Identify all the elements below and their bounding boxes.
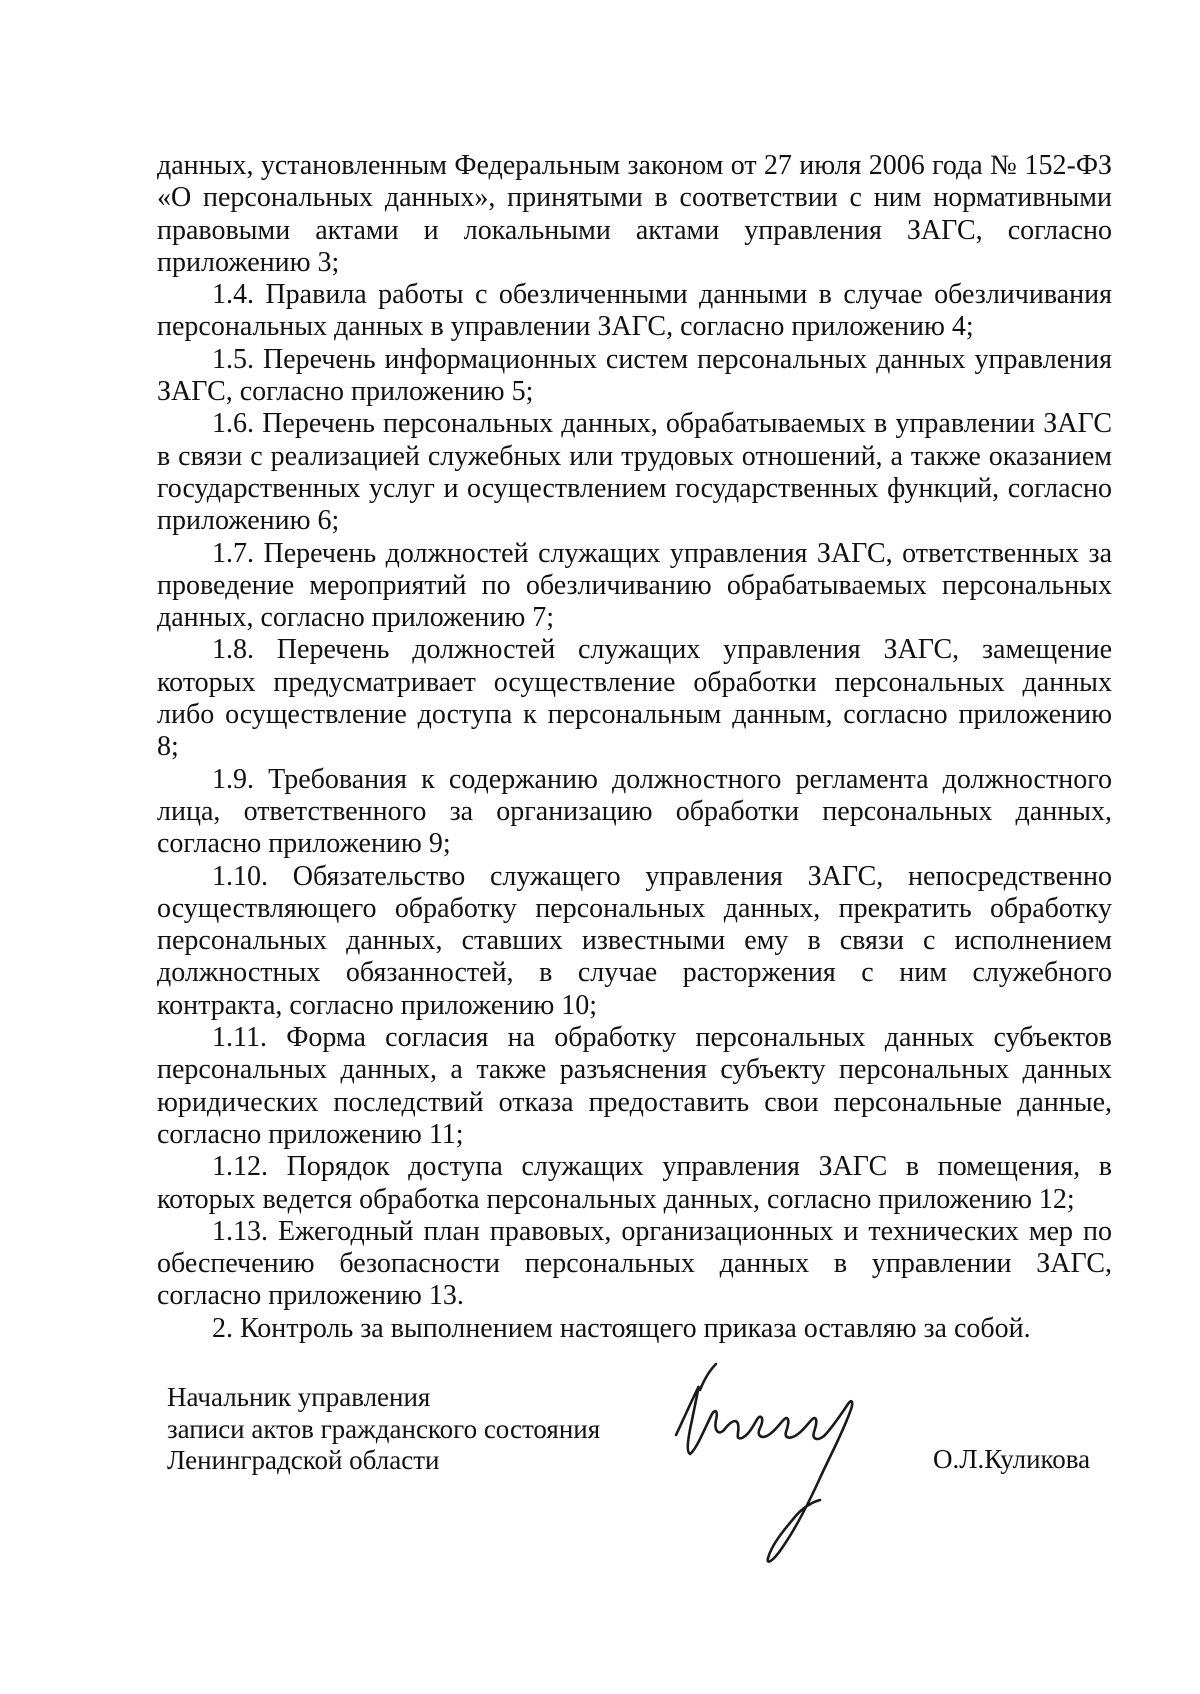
paragraph-intro-continuation: данных, установленным Федеральным законом от 27 июля 2006 года № 152-ФЗ «О персональных данных», принятыми в соответствии с ним нормативными правовыми актами и локальными актами управления ЗАГС, согласно приложению 3; bbox=[157, 150, 1112, 278]
signatory-title-line: Начальник управления bbox=[167, 1382, 431, 1412]
list-item-1-6: 1.6. Перечень персональных данных, обрабатываемых в управлении ЗАГС в связи с реализацией служебных или трудовых отношений, а также оказанием государственных услуг и осуществлением государственных функций, согласно приложению 6; bbox=[157, 408, 1112, 537]
list-item-1-9: 1.9. Требования к содержанию должностного регламента должностного лица, ответственного за организацию обработки персональных данных, согласно приложению 9; bbox=[157, 763, 1112, 860]
handwritten-signature bbox=[670, 1360, 880, 1570]
list-item-1-10: 1.10. Обязательство служащего управления ЗАГС, непосредственно осуществляющего обработку персональных данных, прекратить обработку персональных данных, ставших известными ему в связи с исполнением должностных обязанностей, в случае расторжения с ним служебного контракта, согласно приложению 10; bbox=[157, 860, 1112, 1021]
signatory-name: О.Л.Куликова bbox=[933, 1444, 1091, 1474]
list-item-1-12: 1.12. Порядок доступа служащих управления ЗАГС в помещения, в которых ведется обработка персональных данных, согласно приложению 12; bbox=[157, 1151, 1112, 1215]
list-item-2: 2. Контроль за выполнением настоящего приказа оставляю за собой. bbox=[212, 1312, 1031, 1344]
signatory-title-line: Ленинградской области bbox=[167, 1445, 440, 1475]
signatory-title-block bbox=[167, 1382, 600, 1477]
list-item-1-13: 1.13. Ежегодный план правовых, организационных и технических мер по обеспечению безопасности персональных данных в управлении ЗАГС, согласно приложению 13. bbox=[157, 1215, 1112, 1312]
list-item-1-4: 1.4. Правила работы с обезличенными данными в случае обезличивания персональных данных в управлении ЗАГС, согласно приложению 4; bbox=[157, 279, 1112, 343]
signatory-title-line: записи актов гражданского состояния bbox=[167, 1413, 601, 1444]
list-item-1-8: 1.8. Перечень должностей служащих управления ЗАГС, замещение которых предусматривает осуществление обработки персональных данных либо осуществление доступа к персональным данным, согласно приложению 8; bbox=[157, 634, 1112, 763]
list-item-1-5: 1.5. Перечень информационных систем персональных данных управления ЗАГС, согласно приложению 5; bbox=[157, 343, 1112, 408]
list-item-1-11: 1.11. Форма согласия на обработку персональных данных субъектов персональных данных, а также разъяснения субъекту персональных данных юридических последствий отказа предоставить свои персональные данные, согласно приложению 11; bbox=[157, 1022, 1112, 1150]
list-item-1-7: 1.7. Перечень должностей служащих управления ЗАГС, ответственных за проведение мероприятий по обезличиванию обрабатываемых персональных данных, согласно приложению 7; bbox=[157, 537, 1112, 634]
document-body bbox=[157, 150, 1112, 1345]
